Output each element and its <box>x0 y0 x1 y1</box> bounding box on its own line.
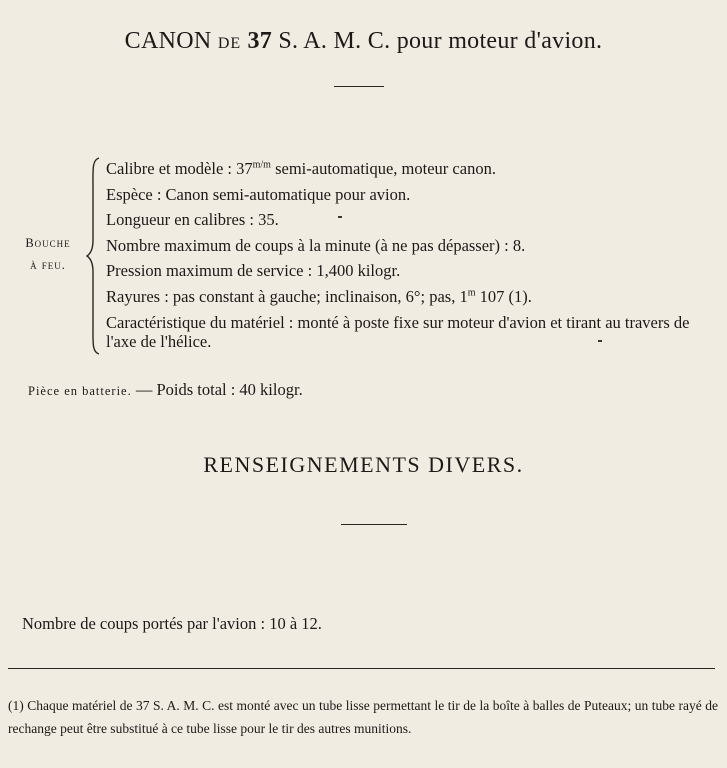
ink-speck <box>338 216 342 218</box>
document-title <box>0 28 727 55</box>
side-label-bouche: Bouche <box>25 236 71 250</box>
section-heading: RENSEIGNEMENTS DIVERS. <box>203 452 524 477</box>
battery-label: Pièce en batterie. <box>28 384 132 398</box>
spec-espece: Espèce : Canon semi-automatique pour avion. <box>106 184 411 204</box>
specifications-list <box>106 156 718 351</box>
spec-calibre-suffix: semi-automatique, moteur canon. <box>270 159 496 178</box>
battery-weight: — Poids total : 40 kilogr. <box>131 380 303 399</box>
spec-calibre-text: Calibre et modèle : 37 <box>106 159 253 178</box>
spec-caracteristique: Caractéristique du matériel : monté à poste fixe sur moteur d'avion et tirant au travers de l'axe de l'hélice. <box>106 312 690 351</box>
ink-speck <box>598 340 602 342</box>
title-caliber: 37 <box>247 28 273 54</box>
spec-pression: Pression maximum de service : 1,400 kilogr. <box>106 261 401 281</box>
title-de: DE <box>217 35 242 52</box>
title-model: S. A. M. C. <box>278 28 391 54</box>
side-label-a-feu: à feu. <box>30 258 66 272</box>
spec-calibre <box>106 156 718 182</box>
title-divider <box>334 86 384 87</box>
shots-per-plane: Nombre de coups portés par l'avion : 10 à 12. <box>22 614 322 633</box>
spec-rayures <box>106 284 718 310</box>
footnote-text: (1) Chaque matériel de 37 S. A. M. C. est monté avec un tube lisse permettant le tir de la boîte à balles de Puteaux; un tube rayé de rechange peut être substitué à ce tube lisse pour le tir des autres munitions. <box>8 698 718 736</box>
spec-rayures-unit: m <box>467 287 476 299</box>
spec-rayures-text: Rayures : pas constant à gauche; inclinaison, 6°; pas, 1 <box>106 286 468 306</box>
title-purpose: pour moteur d'avion. <box>396 28 603 54</box>
spec-calibre-unit: m/m <box>252 159 271 171</box>
curly-brace <box>86 156 102 356</box>
footnote-separator <box>8 668 715 669</box>
section-divider <box>341 524 407 525</box>
spec-rayures-suffix: 107 (1). <box>475 286 532 306</box>
spec-longueur: Longueur en calibres : 35. <box>106 210 279 230</box>
title-canon: CANON <box>124 28 212 54</box>
spec-nombre: Nombre maximum de coups à la minute (à ne pas dépasser) : 8. <box>106 235 526 255</box>
battery-weight-line <box>28 380 303 400</box>
